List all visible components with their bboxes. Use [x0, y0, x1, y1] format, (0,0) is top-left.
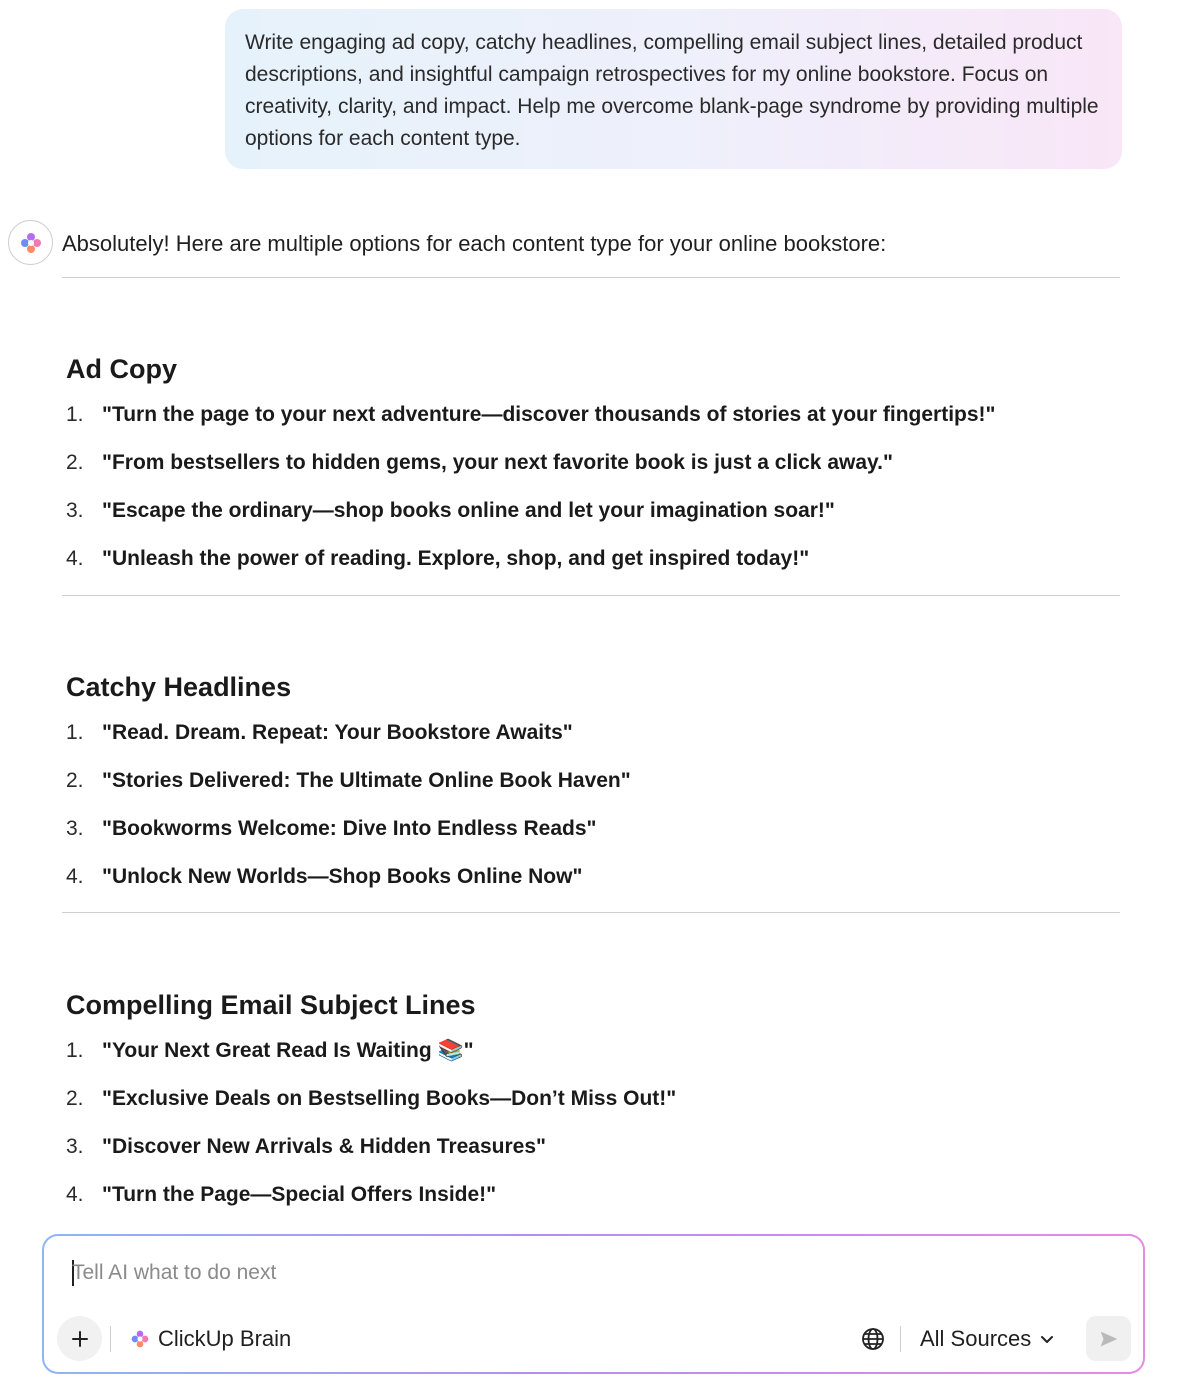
list-item [66, 814, 1126, 862]
list-text: "Exclusive Deals on Bestselling Books—Don’t Miss Out!" [102, 1087, 677, 1110]
list-item [66, 544, 1126, 592]
clickup-brain-button[interactable] [130, 1323, 291, 1355]
list-text: "Discover New Arrivals & Hidden Treasures" [102, 1135, 546, 1158]
section-heading: Ad Copy [66, 354, 177, 384]
divider [62, 595, 1120, 596]
list-item [66, 718, 1126, 766]
list-number: 1. [66, 1039, 84, 1062]
list-item [66, 766, 1126, 814]
add-attachment-button[interactable] [57, 1316, 102, 1361]
toolbar-separator [900, 1326, 901, 1352]
list-number: 2. [66, 451, 84, 474]
list-number: 3. [66, 817, 84, 840]
section-ad-copy [66, 352, 1126, 592]
plus-icon [70, 1329, 90, 1349]
list-number: 4. [66, 547, 84, 570]
sources-label: All Sources [920, 1326, 1032, 1351]
user-message-text: Write engaging ad copy, catchy headlines, compelling email subject lines, detailed product descriptions, and insightful campaign retrospectives for my online bookstore. Focus on creativity, clarity, and impact. Help me overcome blank-page syndrome by providing multiple options for each content type. [245, 31, 1099, 150]
list-text: "Unleash the power of reading. Explore, shop, and get inspired today!" [102, 547, 810, 570]
globe-icon [861, 1327, 885, 1351]
list-item [66, 862, 1126, 910]
ordered-list [66, 1036, 1126, 1228]
list-item [66, 400, 1126, 448]
list-number: 3. [66, 1135, 84, 1158]
list-number: 3. [66, 499, 84, 522]
list-text: "Read. Dream. Repeat: Your Bookstore Awaits" [102, 721, 573, 744]
user-message-bubble [225, 9, 1122, 169]
list-number: 2. [66, 769, 84, 792]
list-text: "From bestsellers to hidden gems, your next favorite book is just a click away." [102, 451, 893, 474]
divider [62, 912, 1120, 913]
list-item [66, 1036, 1126, 1084]
send-button[interactable] [1086, 1316, 1131, 1361]
list-text: "Stories Delivered: The Ultimate Online Book Haven" [102, 769, 631, 792]
list-item [66, 448, 1126, 496]
prompt-input[interactable] [72, 1258, 1072, 1288]
list-number: 1. [66, 403, 84, 426]
list-text: "Unlock New Worlds—Shop Books Online Now" [102, 865, 583, 888]
toolbar-separator [110, 1326, 111, 1352]
list-number: 2. [66, 1087, 84, 1110]
list-item [66, 1132, 1126, 1180]
section-heading: Compelling Email Subject Lines [66, 990, 476, 1020]
section-catchy-headlines [66, 670, 1126, 910]
ordered-list [66, 400, 1126, 592]
list-item [66, 496, 1126, 544]
clickup-brain-icon [8, 220, 53, 265]
list-number: 4. [66, 865, 84, 888]
ai-composer [42, 1234, 1145, 1374]
sources-dropdown[interactable] [920, 1323, 1055, 1355]
section-email-subject-lines [66, 988, 1126, 1228]
divider [62, 277, 1120, 278]
ordered-list [66, 718, 1126, 910]
section-heading: Catchy Headlines [66, 672, 292, 702]
chevron-down-icon [1039, 1331, 1055, 1347]
web-search-toggle[interactable] [858, 1324, 888, 1354]
list-number: 1. [66, 721, 84, 744]
assistant-intro-text: Absolutely! Here are multiple options for each content type for your online bookstore: [62, 231, 887, 256]
list-text: "Escape the ordinary—shop books online and let your imagination soar!" [102, 499, 835, 522]
clickup-brain-label: ClickUp Brain [158, 1326, 292, 1351]
list-item [66, 1084, 1126, 1132]
list-text: "Turn the Page—Special Offers Inside!" [102, 1183, 497, 1206]
list-text: "Your Next Great Read Is Waiting 📚" [102, 1039, 474, 1062]
clickup-brain-icon [130, 1329, 150, 1349]
list-text: "Turn the page to your next adventure—discover thousands of stories at your fingertips!" [102, 403, 996, 426]
list-number: 4. [66, 1183, 84, 1206]
list-item [66, 1180, 1126, 1228]
send-icon [1098, 1328, 1120, 1350]
list-text: "Bookworms Welcome: Dive Into Endless Reads" [102, 817, 597, 840]
